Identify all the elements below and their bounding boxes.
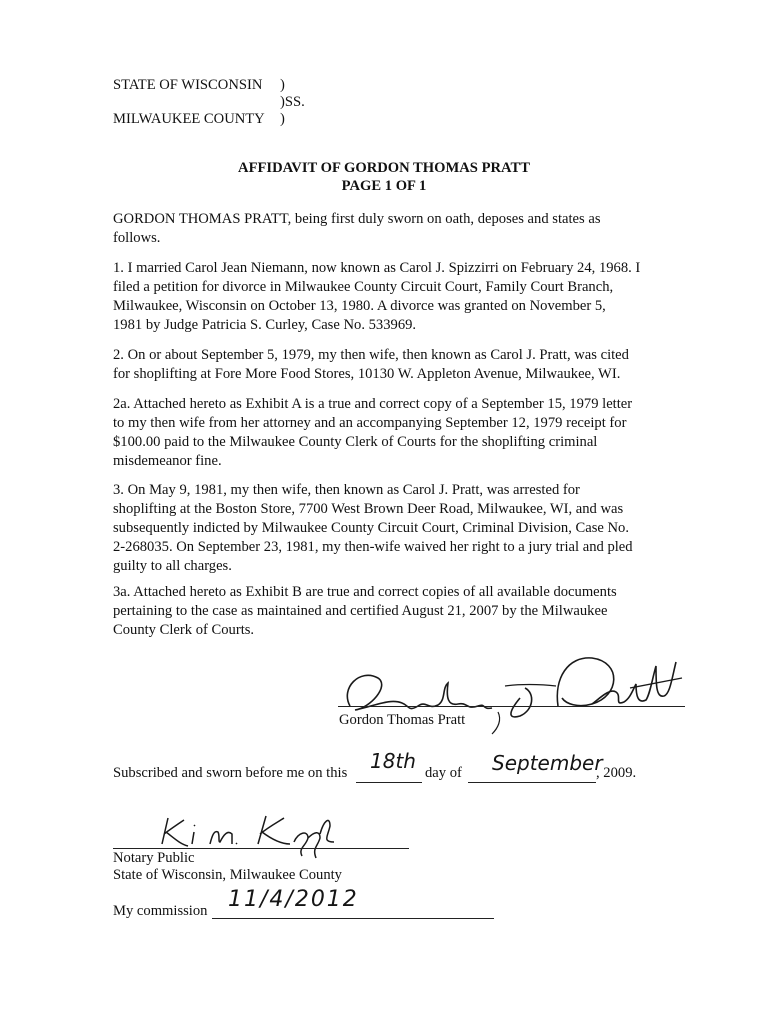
text-line: shoplifting at the Boston Store, 7700 West Brown Deer Road, Milwaukee, WI, and was: [113, 501, 624, 517]
text-line: Milwaukee, Wisconsin on October 13, 1980. A divorce was granted on November 5,: [113, 298, 606, 314]
text-line: 2. On or about September 5, 1979, my then wife, then known as Carol J. Pratt, was cited: [113, 347, 629, 363]
text-line: follows.: [113, 230, 161, 246]
text-line: 2-268035. On September 23, 1981, my then-wife waived her right to a jury trial and pled: [113, 539, 633, 555]
commission-label: My commission: [113, 903, 208, 919]
jurat-month-handwritten: September: [492, 751, 603, 775]
text-line: $100.00 paid to the Milwaukee County Clerk of Courts for the shoplifting criminal: [113, 434, 598, 450]
month-blank-line: [468, 782, 596, 783]
text-line: misdemeanor fine.: [113, 453, 222, 469]
jurat-prefix: Subscribed and sworn before me on this: [113, 765, 348, 781]
paragraph-2a: [113, 395, 653, 471]
text-line: filed a petition for divorce in Milwaukee County Circuit Court, Family Court Branch,: [113, 279, 614, 295]
caption-ss: )SS.: [280, 94, 305, 110]
paragraph-1: [113, 259, 653, 335]
paragraph-2: [113, 346, 653, 384]
text-line: County Clerk of Courts.: [113, 622, 255, 638]
day-blank-line: [356, 782, 422, 783]
text-line: to my then wife from her attorney and an accompanying September 12, 1979 receipt for: [113, 415, 627, 431]
paragraph-3a: [113, 583, 653, 640]
text-line: subsequently indicted by Milwaukee County Circuit Court, Criminal Division, Case No.: [113, 520, 629, 536]
text-line: guilty to all charges.: [113, 558, 232, 574]
caption-county: MILWAUKEE COUNTY: [113, 111, 265, 127]
commission-date-handwritten: 11/4/2012: [228, 887, 359, 912]
affiant-printed-name: Gordon Thomas Pratt: [339, 712, 466, 728]
signature-line: [338, 706, 685, 707]
document-title: AFFIDAVIT OF GORDON THOMAS PRATT: [238, 160, 530, 176]
caption-state: STATE OF WISCONSIN: [113, 77, 263, 93]
commission-blank-line: [212, 918, 494, 919]
caption-state-paren: ): [280, 77, 285, 93]
text-line: 1. I married Carol Jean Niemann, now known as Carol J. Spizzirri on February 24, 1968. I: [113, 260, 641, 276]
text-line: pertaining to the case as maintained and certified August 21, 2007 by the Milwaukee: [113, 603, 608, 619]
intro-paragraph: [113, 210, 653, 248]
page-indicator: PAGE 1 OF 1: [341, 178, 427, 194]
jurat-day-of: day of: [425, 765, 462, 781]
text-line: 3. On May 9, 1981, my then wife, then known as Carol J. Pratt, was arrested for: [113, 482, 580, 498]
text-line: 3a. Attached hereto as Exhibit B are true and correct copies of all available documents: [113, 584, 617, 600]
caption-county-paren: ): [280, 111, 285, 127]
notary-public-label: Notary Public: [113, 850, 195, 866]
text-line: 1981 by Judge Patricia S. Curley, Case No. 533969.: [113, 317, 417, 333]
notary-jurisdiction: State of Wisconsin, Milwaukee County: [113, 867, 342, 883]
paragraph-3: [113, 481, 653, 576]
text-line: GORDON THOMAS PRATT, being first duly sworn on oath, deposes and states as: [113, 211, 601, 227]
text-line: for shoplifting at Fore More Food Stores, 10130 W. Appleton Avenue, Milwaukee, WI.: [113, 366, 621, 382]
text-line: 2a. Attached hereto as Exhibit A is a true and correct copy of a September 15, 1979 letter: [113, 396, 633, 412]
jurat-year: , 2009.: [596, 765, 637, 781]
jurat-day-handwritten: 18th: [370, 749, 416, 773]
